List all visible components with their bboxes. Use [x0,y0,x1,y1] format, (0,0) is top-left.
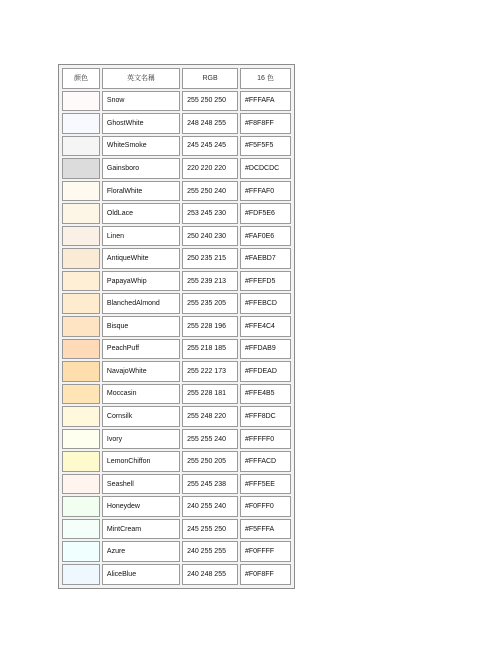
color-name: AliceBlue [102,564,180,585]
color-name: LemonChiffon [102,451,180,472]
color-hex: #F0FFF0 [240,496,291,517]
color-name: Snow [102,91,180,112]
color-rgb: 255 235 205 [182,293,238,314]
table-row [62,158,291,179]
color-rgb: 255 228 181 [182,384,238,405]
header-rgb: RGB [182,68,238,89]
color-swatch [62,541,100,562]
color-hex: #FFFAFA [240,91,291,112]
color-hex: #FFEBCD [240,293,291,314]
color-swatch [62,226,100,247]
table-row [62,91,291,112]
color-name: BlanchedAlmond [102,293,180,314]
color-rgb: 245 245 245 [182,136,238,157]
color-name: Honeydew [102,496,180,517]
table-row [62,541,291,562]
color-rgb: 253 245 230 [182,203,238,224]
header-swatch: 颜色 [62,68,100,89]
color-swatch [62,384,100,405]
color-rgb: 255 228 196 [182,316,238,337]
color-name: FloralWhite [102,181,180,202]
table-row [62,406,291,427]
color-rgb: 255 250 205 [182,451,238,472]
table-row [62,384,291,405]
table-row [62,564,291,585]
color-name: AntiqueWhite [102,248,180,269]
color-rgb: 240 255 240 [182,496,238,517]
color-swatch [62,451,100,472]
color-swatch [62,248,100,269]
color-swatch [62,429,100,450]
table-row [62,226,291,247]
color-hex: #FFE4B5 [240,384,291,405]
color-rgb: 250 240 230 [182,226,238,247]
color-swatch [62,293,100,314]
header-row [62,68,291,89]
color-name: OldLace [102,203,180,224]
color-name: Moccasin [102,384,180,405]
color-rgb: 255 248 220 [182,406,238,427]
color-hex: #FFDEAD [240,361,291,382]
color-rgb: 255 250 250 [182,91,238,112]
color-swatch [62,474,100,495]
table-row [62,451,291,472]
color-swatch [62,271,100,292]
color-rgb: 255 239 213 [182,271,238,292]
color-swatch [62,181,100,202]
color-hex: #FFE4C4 [240,316,291,337]
header-hex: 16 色 [240,68,291,89]
color-hex: #FDF5E6 [240,203,291,224]
table-row [62,474,291,495]
table-row [62,339,291,360]
color-swatch [62,113,100,134]
color-rgb: 255 250 240 [182,181,238,202]
color-name: Linen [102,226,180,247]
table-row [62,316,291,337]
color-rgb: 248 248 255 [182,113,238,134]
color-hex: #F8F8FF [240,113,291,134]
color-hex: #FFFACD [240,451,291,472]
color-swatch [62,203,100,224]
color-rgb: 255 245 238 [182,474,238,495]
color-rgb: 240 255 255 [182,541,238,562]
color-hex: #FFDAB9 [240,339,291,360]
color-table-grid [60,66,293,587]
color-hex: #DCDCDC [240,158,291,179]
table-row [62,181,291,202]
color-swatch [62,158,100,179]
color-hex: #F0FFFF [240,541,291,562]
color-name: Azure [102,541,180,562]
table-row [62,136,291,157]
table-row [62,519,291,540]
table-row [62,271,291,292]
header-name: 英文名稱 [102,68,180,89]
color-name: PapayaWhip [102,271,180,292]
color-swatch [62,406,100,427]
color-name: GhostWhite [102,113,180,134]
color-hex: #FFF5EE [240,474,291,495]
color-swatch [62,519,100,540]
table-row [62,429,291,450]
table-row [62,293,291,314]
table-row [62,496,291,517]
table-row [62,248,291,269]
color-name: Cornsilk [102,406,180,427]
color-swatch [62,361,100,382]
table-row [62,361,291,382]
color-name: Ivory [102,429,180,450]
table-body [62,91,291,585]
color-hex: #FAF0E6 [240,226,291,247]
color-name: Gainsboro [102,158,180,179]
color-hex: #FFEFD5 [240,271,291,292]
color-swatch [62,91,100,112]
table-row [62,203,291,224]
color-rgb: 255 218 185 [182,339,238,360]
color-rgb: 240 248 255 [182,564,238,585]
color-hex: #F0F8FF [240,564,291,585]
table-row [62,113,291,134]
color-name: NavajoWhite [102,361,180,382]
color-swatch [62,339,100,360]
color-hex: #FFF8DC [240,406,291,427]
color-hex: #FFFFF0 [240,429,291,450]
color-rgb: 255 255 240 [182,429,238,450]
color-swatch [62,136,100,157]
color-name: Seashell [102,474,180,495]
color-hex: #FFFAF0 [240,181,291,202]
color-rgb: 245 255 250 [182,519,238,540]
color-hex: #F5F5F5 [240,136,291,157]
color-swatch [62,564,100,585]
color-name: PeachPuff [102,339,180,360]
color-name: WhiteSmoke [102,136,180,157]
color-hex: #F5FFFA [240,519,291,540]
color-hex: #FAEBD7 [240,248,291,269]
color-swatch [62,316,100,337]
color-table [58,64,295,589]
color-name: Bisque [102,316,180,337]
color-rgb: 255 222 173 [182,361,238,382]
color-name: MintCream [102,519,180,540]
color-swatch [62,496,100,517]
color-rgb: 250 235 215 [182,248,238,269]
color-rgb: 220 220 220 [182,158,238,179]
